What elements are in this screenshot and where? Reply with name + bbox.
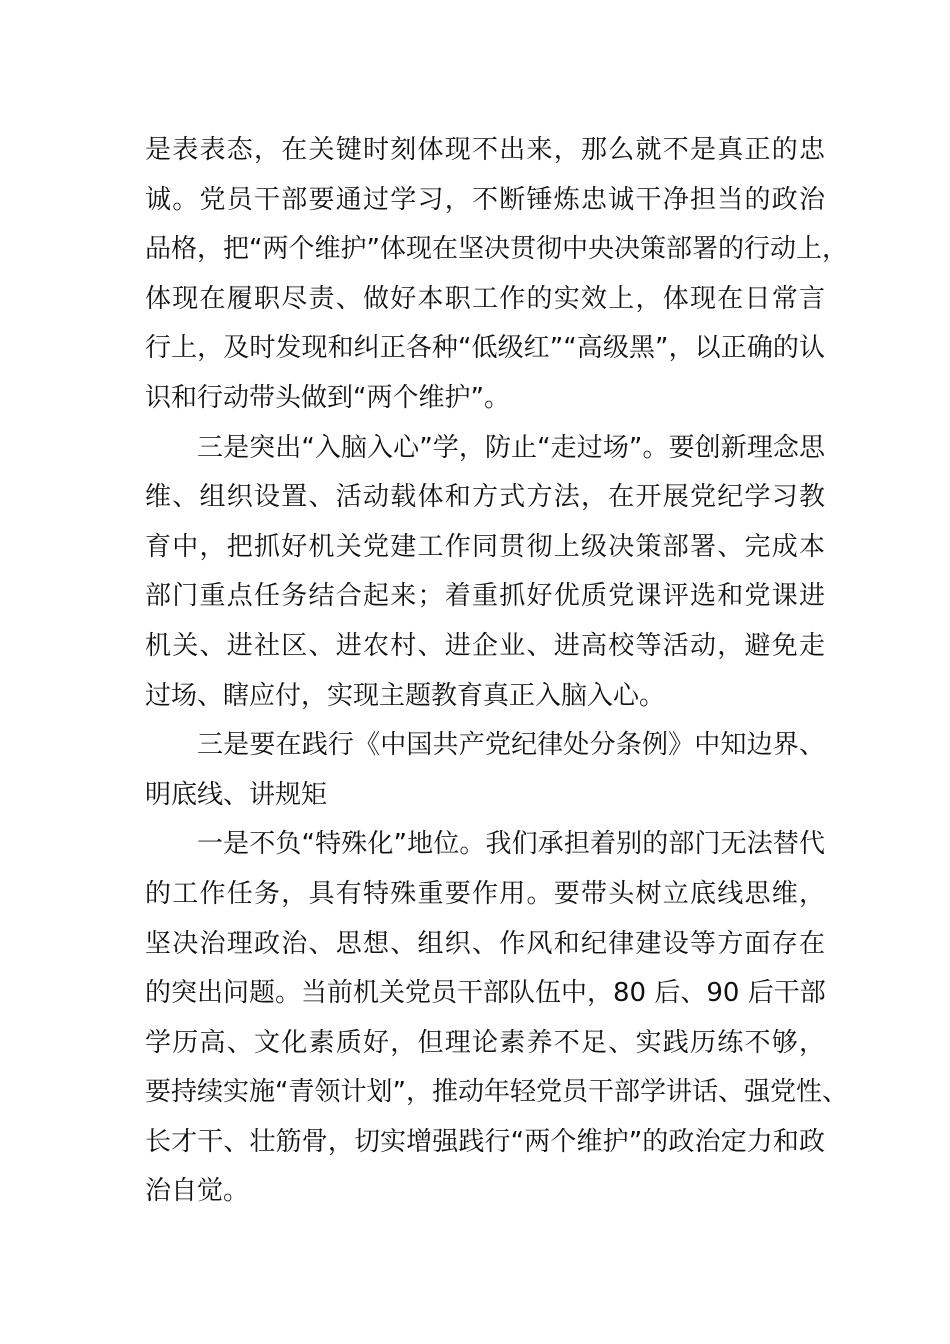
- text-line: 机关、进社区、进农村、进企业、进高校等活动，避免走: [145, 630, 825, 661]
- text-line: 一是不负“特殊化”地位。我们承担着别的部门无法替代: [197, 829, 825, 860]
- text-line: 育中，把抓好机关党建工作同贯彻上级决策部署、完成本: [145, 531, 825, 562]
- text-line: 诚。党员干部要通过学习，不断锤炼忠诚干净担当的政治: [145, 184, 825, 215]
- text-line: 过场、瞎应付，实现主题教育真正入脑入心。: [145, 680, 666, 711]
- text-line: 维、组织设置、活动载体和方式方法，在开展党纪学习教: [145, 482, 825, 513]
- text-line: 行上，及时发现和纠正各种“低级红”“高级黑”，以正确的认: [145, 333, 825, 364]
- text-line: 的工作任务，具有特殊重要作用。要带头树立底线思维，: [145, 878, 825, 909]
- text-line: 明底线、讲规矩: [145, 779, 328, 810]
- text-line: 治自觉。: [145, 1176, 250, 1207]
- text-line: 体现在履职尽责、做好本职工作的实效上，体现在日常言: [145, 283, 825, 314]
- document-body: [145, 126, 848, 1217]
- text-line: 坚决治理政治、思想、组织、作风和纪律建设等方面存在: [145, 928, 825, 959]
- text-line: 三是要在践行《中国共产党纪律处分条例》中知边界、: [197, 730, 825, 761]
- text-line: 品格，把“两个维护”体现在坚决贯彻中央决策部署的行动上，: [145, 234, 848, 265]
- text-line: 的突出问题。当前机关党员干部队伍中，80 后、90 后干部: [145, 978, 826, 1009]
- text-line: 要持续实施“青领计划”，推动年轻党员干部学讲话、强党性、: [145, 1077, 848, 1108]
- text-line: 三是突出“入脑入心”学，防止“走过场”。要创新理念思: [197, 432, 825, 463]
- text-line: 部门重点任务结合起来；着重抓好优质党课评选和党课进: [145, 581, 825, 612]
- text-line: 学历高、文化素质好，但理论素养不足、实践历练不够，: [145, 1027, 825, 1058]
- text-line: 识和行动带头做到“两个维护”。: [145, 382, 510, 413]
- text-line: 是表表态，在关键时刻体现不出来，那么就不是真正的忠: [145, 135, 825, 165]
- text-line: 长才干、壮筋骨，切实增强践行“两个维护”的政治定力和政: [145, 1126, 825, 1157]
